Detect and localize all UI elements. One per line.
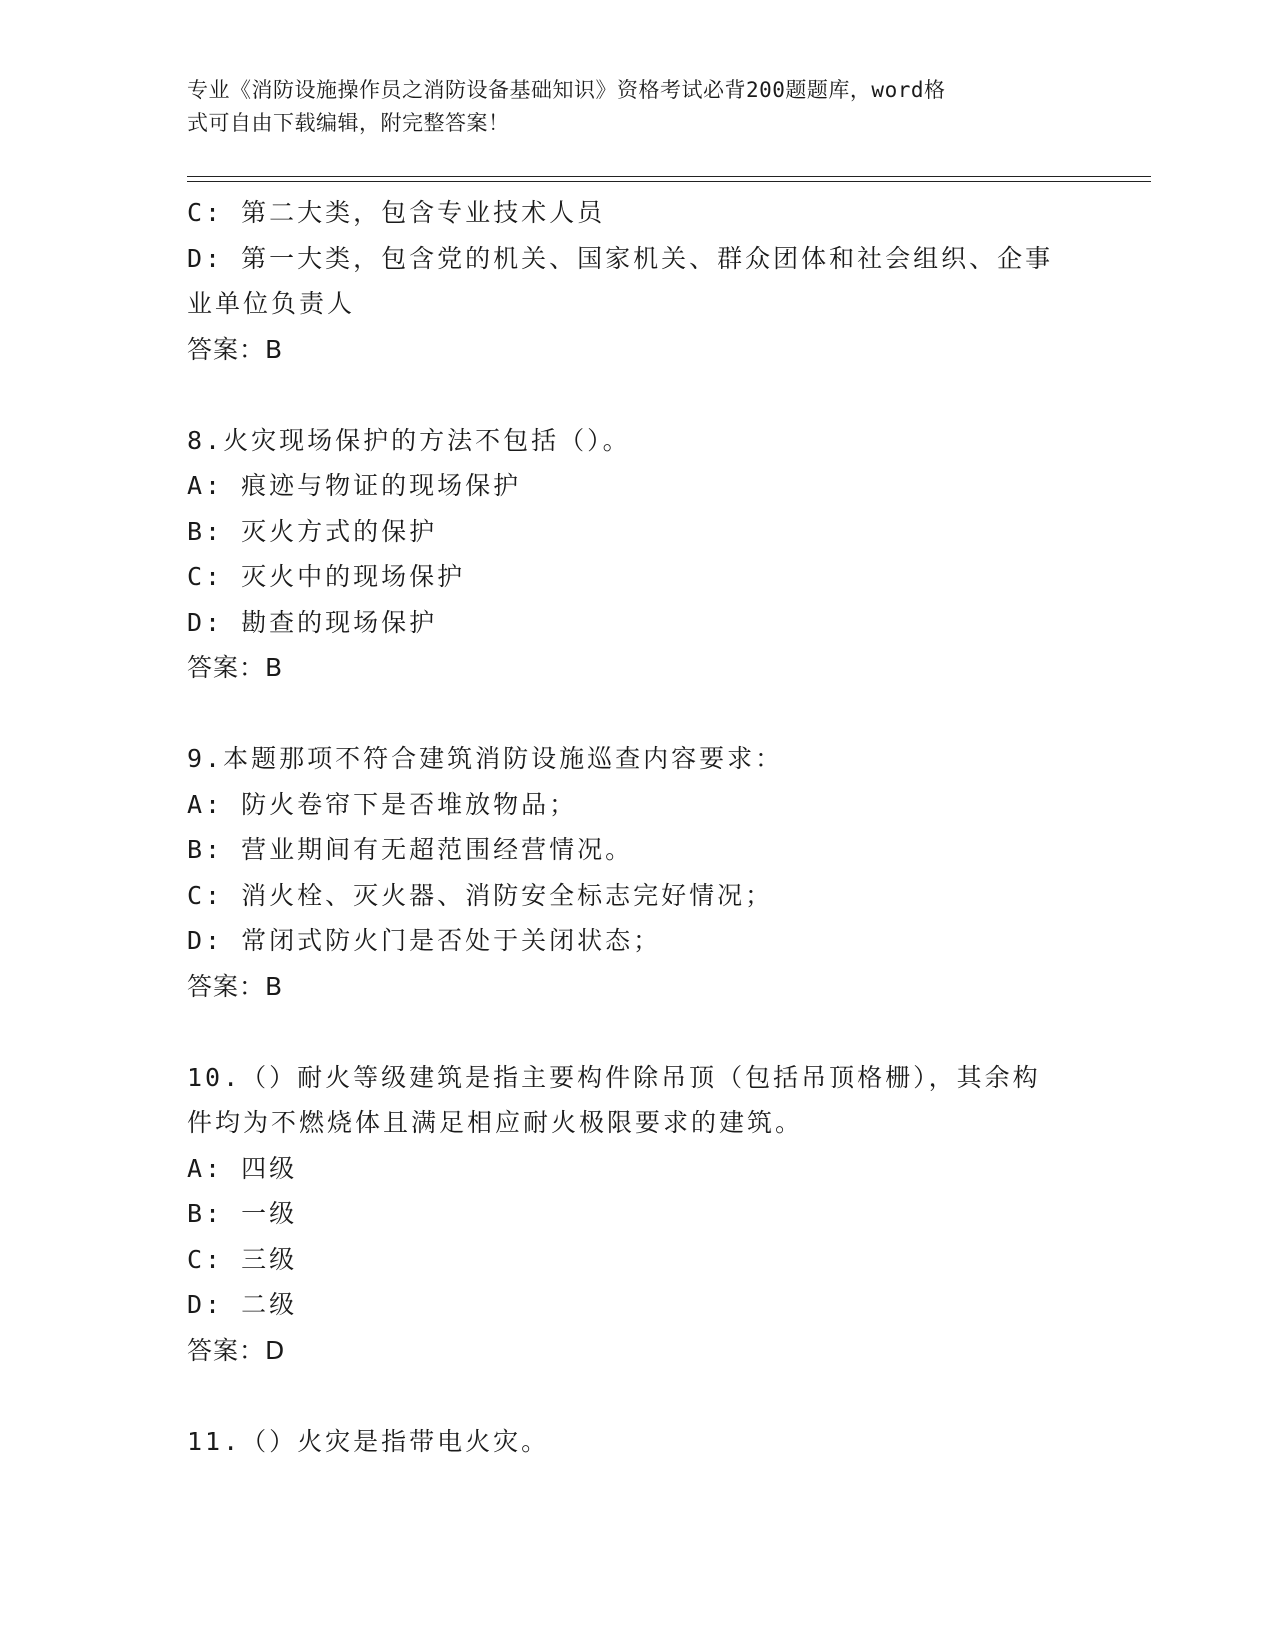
question-block-8	[187, 418, 1087, 691]
spacer	[187, 1373, 1087, 1419]
spacer	[187, 1009, 1087, 1055]
option-d: D: 二级	[187, 1290, 298, 1319]
document-header	[187, 74, 1067, 140]
spacer	[187, 372, 1087, 418]
question-list	[187, 190, 1087, 1464]
question-text: 11.（）火灾是指带电火灾。	[187, 1426, 550, 1456]
question-block-prev	[187, 190, 1087, 372]
option-b: B: 一级	[187, 1199, 298, 1228]
answer-line: 答案：B	[187, 971, 284, 1001]
question-block-10	[187, 1055, 1087, 1374]
option-c: C: 第二大类，包含专业技术人员	[187, 198, 606, 227]
option-c: C: 三级	[187, 1244, 298, 1274]
question-text: 8.火灾现场保护的方法不包括（）。	[187, 425, 631, 455]
option-a: A: 防火卷帘下是否堆放物品；	[187, 789, 578, 819]
question-text: 9.本题那项不符合建筑消防设施巡查内容要求：	[187, 744, 784, 773]
header-divider-top	[187, 176, 1151, 177]
option-d: D: 常闭式防火门是否处于关闭状态；	[187, 926, 662, 955]
option-a: A: 痕迹与物证的现场保护	[187, 471, 522, 500]
question-text-continued: 件均为不燃烧体且满足相应耐火极限要求的建筑。	[187, 1108, 804, 1137]
answer-line: 答案：B	[187, 334, 284, 364]
option-d-continued: 业单位负责人	[187, 289, 356, 318]
answer-line: 答案：B	[187, 653, 284, 682]
option-c: C: 消火栓、灭火器、消防安全标志完好情况；	[187, 880, 774, 910]
option-b: B: 营业期间有无超范围经营情况。	[187, 835, 634, 864]
header-divider-bottom	[187, 181, 1151, 182]
question-block-9	[187, 736, 1087, 1009]
option-b: B: 灭火方式的保护	[187, 516, 438, 546]
answer-line: 答案：D	[187, 1335, 286, 1365]
option-a: A: 四级	[187, 1153, 298, 1183]
header-line-2: 式可自由下载编辑，附完整答案！	[187, 111, 510, 135]
option-d: D: 勘查的现场保护	[187, 607, 438, 637]
spacer	[187, 691, 1087, 737]
question-block-11	[187, 1419, 1087, 1465]
option-c: C: 灭火中的现场保护	[187, 562, 466, 591]
question-text: 10.（）耐火等级建筑是指主要构件除吊顶（包括吊顶格栅），其余构	[187, 1062, 1041, 1092]
header-line-1: 专业《消防设施操作员之消防设备基础知识》资格考试必背200题题库，word格	[187, 78, 946, 102]
option-d: D: 第一大类，包含党的机关、国家机关、群众团体和社会组织、企事	[187, 243, 1054, 273]
